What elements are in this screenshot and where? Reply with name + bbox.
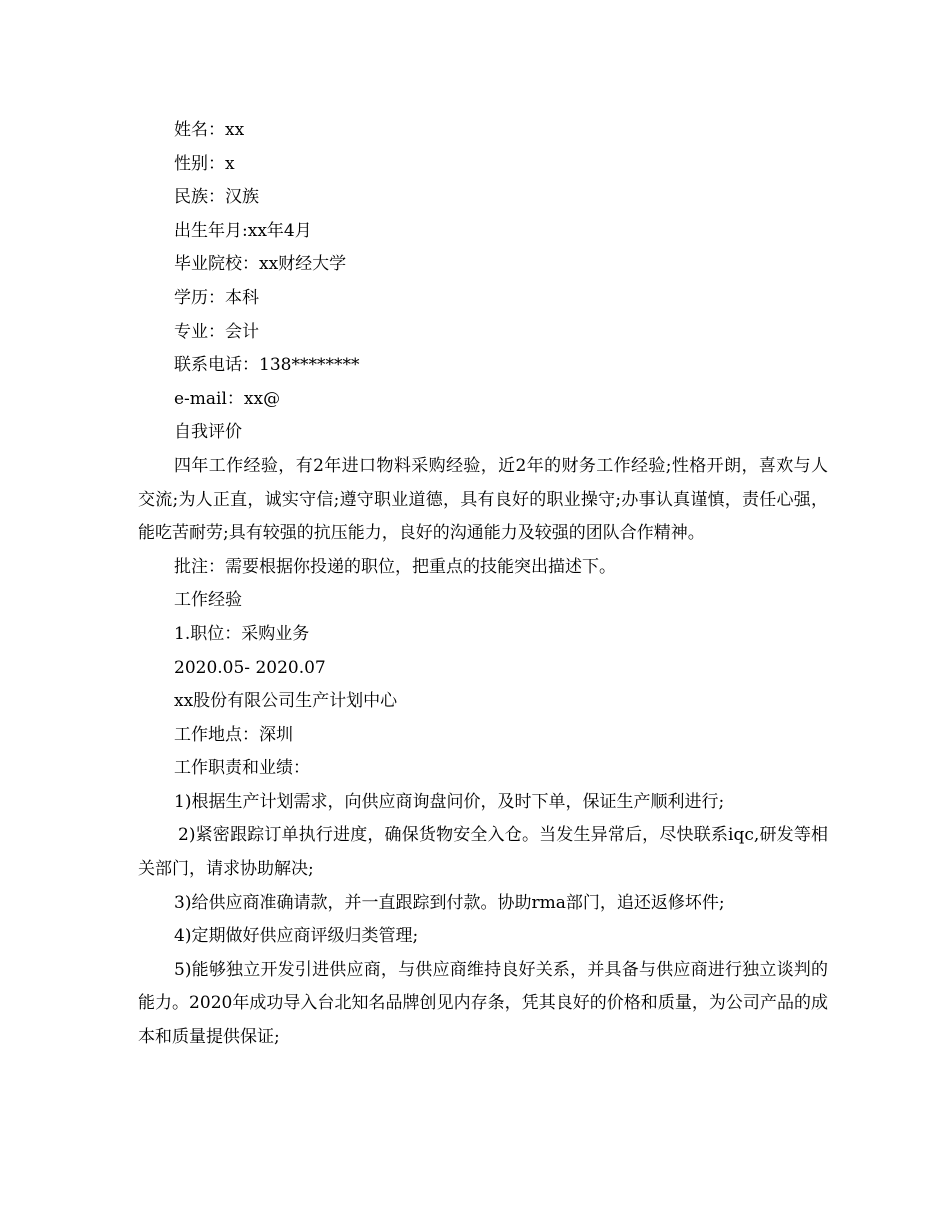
duties-heading: 工作职责和业绩： [174, 758, 310, 779]
school-line: 毕业院校：xx财经大学 [174, 254, 347, 275]
period-line: 2020.05- 2020.07 [174, 657, 326, 678]
phone-line: 联系电话：138******** [174, 355, 360, 376]
name-line: 姓名：xx [174, 120, 245, 140]
work-experience-heading: 工作经验 [174, 590, 242, 611]
self-evaluation-note: 批注：需要根据你投递的职位，把重点的技能突出描述下。 [174, 556, 616, 577]
duty-item-3: 3)给供应商准确请款，并一直跟踪到付款。协助rma部门，追还返修坏件; [174, 892, 725, 913]
duty-item-4: 4)定期做好供应商评级归类管理; [174, 926, 419, 947]
major-line: 专业：会计 [174, 321, 259, 342]
company-line: xx股份有限公司生产计划中心 [174, 691, 398, 712]
resume-document [138, 114, 828, 1055]
duty-item-5: 5)能够独立开发引进供应商，与供应商维持良好关系，并具备与供应商进行独立谈判的能力。2020年成功导入台北知名品牌创见内存条，凭其良好的价格和质量，为公司产品的成本和质量提供保证; [138, 959, 828, 1048]
duty-item-2: 2)紧密跟踪订单执行进度，确保货物安全入仓。当发生异常后，尽快联系iqc,研发等相关部门，请求协助解决; [138, 825, 828, 880]
self-evaluation-body: 四年工作经验，有2年进口物料采购经验，近2年的财务工作经验;性格开朗，喜欢与人交流;为人正直，诚实守信;遵守职业道德，具有良好的职业操守;办事认真谨慎，责任心强，能吃苦耐劳;具有较强的抗压能力，良好的沟通能力及较强的团队合作精神。 [138, 455, 828, 544]
birth-line: 出生年月:xx年4月 [174, 220, 312, 241]
location-line: 工作地点：深圳 [174, 724, 293, 745]
education-line: 学历：本科 [174, 287, 259, 308]
duty-item-1: 1)根据生产计划需求，向供应商询盘问价，及时下单，保证生产顺利进行; [174, 791, 725, 812]
gender-line: 性别：x [174, 153, 235, 174]
email-line: e-mail：xx@ [174, 388, 281, 409]
self-evaluation-heading: 自我评价 [174, 422, 242, 443]
ethnicity-line: 民族：汉族 [174, 187, 259, 208]
position-line: 1.职位：采购业务 [174, 623, 310, 644]
